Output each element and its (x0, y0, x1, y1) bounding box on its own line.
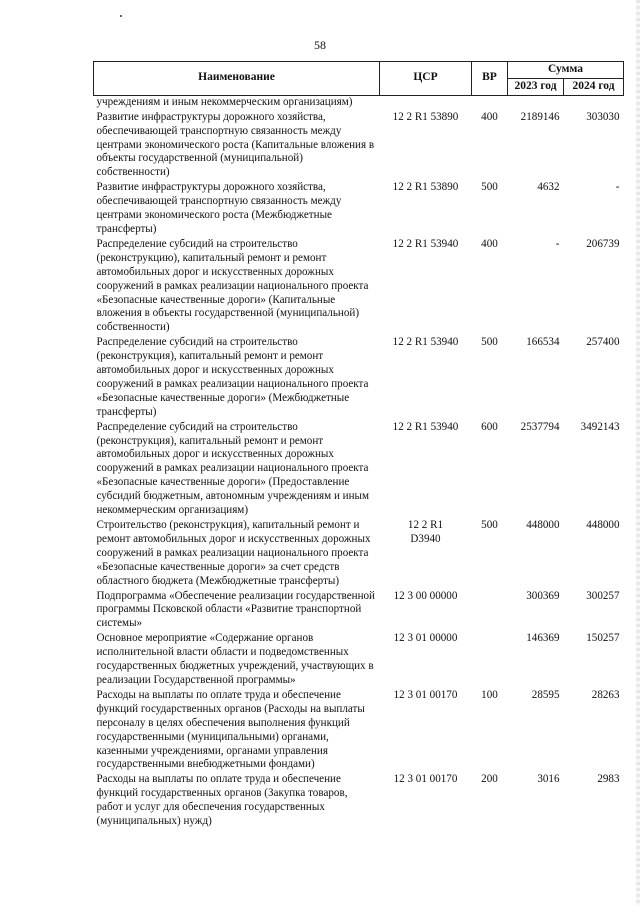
header-2024: 2024 год (564, 78, 624, 95)
table-row (94, 519, 624, 590)
table-row (94, 181, 624, 238)
row-2024: 3492143 (580, 420, 620, 433)
table-header (94, 62, 624, 96)
row-name: Развитие инфраструктуры дорожного хозяйства, обеспечивающей транспортную связанность между центрами экономического роста (Капитальные вложения в объекты государственной (муниципальной) собственности) (96, 110, 375, 179)
table-row (94, 95, 624, 110)
row-csr: 12 3 01 00000 (393, 632, 458, 645)
row-2024 (564, 95, 624, 110)
row-2023: 166534 (526, 336, 560, 349)
row-csr: 12 2 R1 53940 (392, 336, 459, 349)
row-2023: 448000 (526, 519, 560, 531)
row-csr: 12 2 R1 53940 (392, 420, 459, 433)
row-2023: 146369 (526, 632, 560, 645)
row-name: Распределение субсидий на строительство (реконструкцию), капитальный ремонт и ремонт автомобильных дорог и искусственных дорожных сооружений в рамках реализации национального проекта «Безопасные качественные дороги» (Капитальные вложения в объекты государственной (муниципальной) собственности) (96, 237, 369, 334)
table-row (94, 336, 624, 420)
row-vr: 500 (481, 181, 498, 194)
row-csr: 12 2 R1 D3940 (407, 519, 444, 545)
table-row (94, 590, 624, 633)
row-vr: 400 (481, 110, 498, 123)
header-sum: Сумма (508, 62, 624, 79)
row-2023: 4632 (537, 181, 560, 194)
row-csr: 12 2 R1 53890 (392, 181, 459, 194)
table-row (94, 773, 624, 830)
table-row (94, 421, 624, 519)
row-csr: 12 3 01 00170 (393, 773, 458, 786)
row-name: Распределение субсидий на строительство (реконструкция), капитальный ремонт и ремонт автомобильных дорог и искусственных дорожных сооружений в рамках реализации национального проекта «Безопасные качественные дороги» (Предоставление субсидий бюджетным, автономным учреждениям и иным некоммерческим организациям) (96, 420, 370, 517)
row-name: Основное мероприятие «Содержание органов исполнительной власти области и подведомственных государственных бюджетных учреждений, участвующих в реализации Государственной программы» (96, 632, 374, 686)
header-2023: 2023 год (508, 78, 564, 95)
row-vr: 400 (481, 237, 498, 250)
row-vr: 200 (481, 773, 498, 786)
row-2024: 303030 (586, 110, 620, 123)
row-csr: 12 2 R1 53940 (392, 237, 459, 250)
row-vr: 600 (481, 420, 498, 433)
row-vr (472, 590, 508, 633)
table-row (94, 111, 624, 182)
row-2023: 300369 (526, 589, 560, 602)
row-name: Подпрограмма «Обеспечение реализации государственной программы Псковской области «Развитие транспортной системы» (96, 589, 375, 630)
row-csr: 12 3 01 00170 (393, 688, 458, 701)
table-row (94, 632, 624, 689)
row-vr: 100 (481, 688, 498, 701)
row-2023: 2537794 (520, 420, 560, 433)
row-2023: 2189146 (520, 110, 560, 123)
row-vr: 500 (481, 336, 498, 349)
row-name: учреждениям и иным некоммерческим организациям) (96, 95, 353, 108)
row-name: Расходы на выплаты по оплате труда и обеспечение функций государственных органов (Расходы на выплаты персоналу в целях обеспечения выполнения функций государственными (муниципальными) органами, казенными учреждениями, органами управления государственными внебюджетными фондами) (96, 688, 365, 771)
row-name: Расходы на выплаты по оплате труда и обеспечение функций государственных органов (Закупка товаров, работ и услуг для обеспечения государственных (муниципальных) нужд) (96, 773, 348, 828)
row-2024: 206739 (586, 237, 620, 250)
row-2024: 448000 (586, 519, 620, 531)
table-body (94, 95, 624, 830)
row-2024: 257400 (586, 336, 620, 349)
row-2024: - (615, 181, 620, 194)
page-number: 58 (314, 38, 326, 52)
row-2023: - (555, 237, 560, 250)
row-2023: 3016 (537, 773, 560, 786)
row-vr (472, 95, 508, 110)
scan-speck (120, 15, 122, 17)
row-csr: 12 2 R1 53890 (392, 110, 459, 123)
row-2023 (508, 95, 564, 110)
row-name: Распределение субсидий на строительство (реконструкция), капитальный ремонт и ремонт автомобильных дорог и искусственных дорожных сооружений в рамках реализации национального проекта «Безопасные качественные дороги» (Межбюджетные трансферты) (96, 336, 369, 418)
budget-table (93, 61, 624, 830)
row-2024: 300257 (586, 589, 620, 602)
row-2024: 28263 (591, 688, 620, 701)
row-csr (380, 95, 472, 110)
row-name: Развитие инфраструктуры дорожного хозяйства, обеспечивающей транспортную связанность между центрами экономического роста (Межбюджетные трансферты) (96, 181, 342, 235)
header-vr: ВР (472, 62, 508, 96)
table-row (94, 689, 624, 773)
table-row (94, 238, 624, 336)
row-name: Строительство (реконструкция), капитальный ремонт и ремонт автомобильных дорог и искусственных дорожных сооружений в рамках реализации национального проекта «Безопасные качественные дороги» за счет средств областного бюджета (Межбюджетные трансферты) (96, 519, 371, 587)
row-csr: 12 3 00 00000 (393, 589, 458, 602)
row-2023: 28595 (531, 688, 560, 701)
header-csr: ЦСР (380, 62, 472, 96)
row-vr (472, 632, 508, 689)
scan-edge (636, 0, 640, 905)
row-2024: 2983 (597, 773, 620, 786)
row-2024: 150257 (586, 632, 620, 645)
header-name: Наименование (94, 62, 380, 96)
row-vr: 500 (481, 519, 498, 531)
